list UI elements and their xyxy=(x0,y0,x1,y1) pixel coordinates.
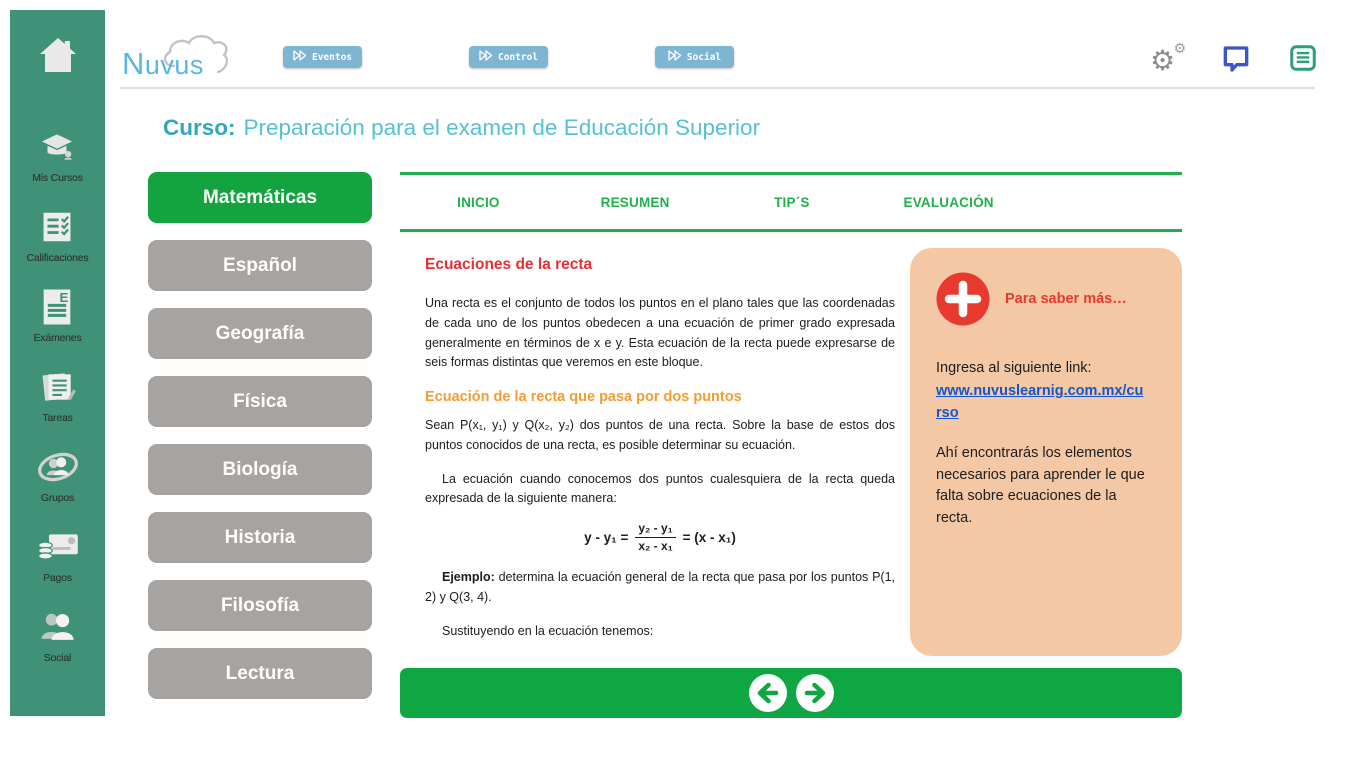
example-text: determina la ecuación general de la recta que pasa por los puntos P(1, 2) y Q(3, 4). xyxy=(425,570,895,604)
equation-numerator: y₂ - y₁ xyxy=(635,521,675,538)
lesson-paragraph-1: Una recta es el conjunto de todos los puntos en el plano tales que las coordenadas de cada uno de los puntos obedecen a una ecuación de primer grado expresada generalmente en términos de x e y. Esta ecuación de la recta puede expresarse de seis formas distintas que veremos en este bloque. xyxy=(425,296,895,370)
graduation-cap-icon xyxy=(34,126,80,168)
nav-button-social[interactable] xyxy=(655,46,734,68)
sidebar-item-label: Mis Cursos xyxy=(32,172,83,184)
lesson-paragraph-5: Sustituyendo en la ecuación tenemos: xyxy=(442,623,654,638)
header-divider xyxy=(120,87,1315,89)
equation-rhs: = (x - x₁) xyxy=(682,530,736,545)
top-nav xyxy=(283,46,734,68)
exam-document-icon xyxy=(34,286,80,328)
logo-text: Nuvus xyxy=(122,46,204,81)
course-title xyxy=(163,115,760,141)
arrow-left-icon xyxy=(749,674,787,712)
course-name: Preparación para el examen de Educación Superior xyxy=(243,115,761,140)
equation-lhs: y - y₁ = xyxy=(584,530,629,545)
subject-button-geografia[interactable]: Geografía xyxy=(148,308,372,359)
subject-list xyxy=(148,172,372,699)
people-orbit-icon xyxy=(35,446,81,488)
more-info-header xyxy=(936,272,1156,326)
sidebar-item-tareas[interactable] xyxy=(35,366,81,424)
lesson-heading: Ecuaciones de la recta xyxy=(425,256,593,273)
sidebar-item-label: Calificaciones xyxy=(26,252,89,264)
sidebar-item-calificaciones[interactable] xyxy=(27,206,89,264)
subject-button-matematicas[interactable]: Matemáticas xyxy=(148,172,372,223)
equation-denominator: x₂ - x₁ xyxy=(638,539,673,553)
next-page-button[interactable] xyxy=(796,674,834,712)
previous-page-button[interactable] xyxy=(749,674,787,712)
more-info-panel xyxy=(910,248,1182,656)
tab-evaluacion[interactable]: EVALUACIÓN xyxy=(903,194,994,210)
subject-button-espanol[interactable]: Español xyxy=(148,240,372,291)
lesson-subheading: Ecuación de la recta que pasa por dos puntos xyxy=(425,389,742,405)
sidebar xyxy=(10,10,105,716)
sidebar-item-label: Pagos xyxy=(43,572,72,584)
tab-inicio[interactable]: INICIO xyxy=(457,194,500,210)
sidebar-item-grupos[interactable] xyxy=(35,446,81,504)
svg-text:E: E xyxy=(59,290,69,305)
sidebar-item-pagos[interactable] xyxy=(35,526,81,584)
sidebar-item-label: Tareas xyxy=(42,412,73,424)
notes-pencil-icon xyxy=(35,366,81,408)
double-play-icon xyxy=(479,48,494,66)
checklist-icon xyxy=(34,206,80,248)
lesson-paragraph-4 xyxy=(425,568,895,608)
link-intro-text: Ingresa al siguiente link: xyxy=(936,360,1092,376)
sidebar-item-social[interactable] xyxy=(35,606,81,664)
plus-circle-icon[interactable] xyxy=(936,272,990,326)
course-link[interactable]: www.nuvuslearnig.com.mx/curso xyxy=(936,383,1144,422)
list-document-icon xyxy=(1288,43,1318,73)
nuvus-logo xyxy=(122,34,272,86)
more-info-body: Ahí encontrarás los elementos necesarios para aprender le que falta sobre ecuaciones de la recta. xyxy=(936,444,1145,527)
settings-button[interactable] xyxy=(1150,39,1186,78)
example-label: Ejemplo: xyxy=(442,570,495,584)
course-label: Curso: xyxy=(163,115,236,140)
line-equation xyxy=(425,521,895,554)
arrow-right-icon xyxy=(796,674,834,712)
double-play-icon xyxy=(293,48,308,66)
lesson-paragraph-2: Sean P(x₁, y₁) y Q(x₂, y₂) dos puntos de una recta. Sobre la base de estos dos puntos conocidos de una recta, es posible determinar su ecuación. xyxy=(425,418,895,452)
gear-small-icon: ⚙ xyxy=(1173,39,1186,56)
nav-button-label: Social xyxy=(686,51,722,63)
coins-card-icon xyxy=(35,526,81,568)
lesson-pager xyxy=(400,668,1182,718)
two-people-icon xyxy=(35,606,81,648)
more-info-title: Para saber más… xyxy=(1005,291,1127,307)
sidebar-item-mis-cursos[interactable] xyxy=(32,126,83,184)
subject-button-lectura[interactable]: Lectura xyxy=(148,648,372,699)
nav-button-label: Eventos xyxy=(311,51,353,63)
lesson-paragraph-3: La ecuación cuando conocemos dos puntos cualesquiera de la recta queda expresada de la siguiente manera: xyxy=(425,471,895,506)
nav-button-control[interactable] xyxy=(469,46,548,68)
home-button[interactable] xyxy=(28,30,88,86)
gear-icon: ⚙ xyxy=(1150,44,1176,76)
messages-button[interactable] xyxy=(1220,42,1252,79)
sidebar-item-label: Social xyxy=(43,652,72,664)
nav-button-eventos[interactable] xyxy=(283,46,362,68)
tab-tips[interactable]: TIP´S xyxy=(774,194,810,210)
lesson-tabs xyxy=(400,172,1182,232)
nav-button-label: Control xyxy=(497,51,539,63)
subject-button-filosofia[interactable]: Filosofía xyxy=(148,580,372,631)
subject-button-biologia[interactable]: Biología xyxy=(148,444,372,495)
home-icon xyxy=(32,32,84,85)
header-icons xyxy=(1150,39,1318,79)
sidebar-item-label: Exámenes xyxy=(33,332,82,344)
equation-fraction xyxy=(635,521,675,554)
chat-bubble-icon xyxy=(1220,42,1252,74)
notes-button[interactable] xyxy=(1288,43,1318,78)
sidebar-item-examenes[interactable] xyxy=(33,286,81,344)
subject-button-historia[interactable]: Historia xyxy=(148,512,372,563)
lesson-content xyxy=(425,256,895,641)
double-play-icon xyxy=(668,48,683,66)
sidebar-item-label: Grupos xyxy=(40,492,75,504)
tab-resumen[interactable]: RESUMEN xyxy=(600,194,670,210)
subject-button-fisica[interactable]: Física xyxy=(148,376,372,427)
